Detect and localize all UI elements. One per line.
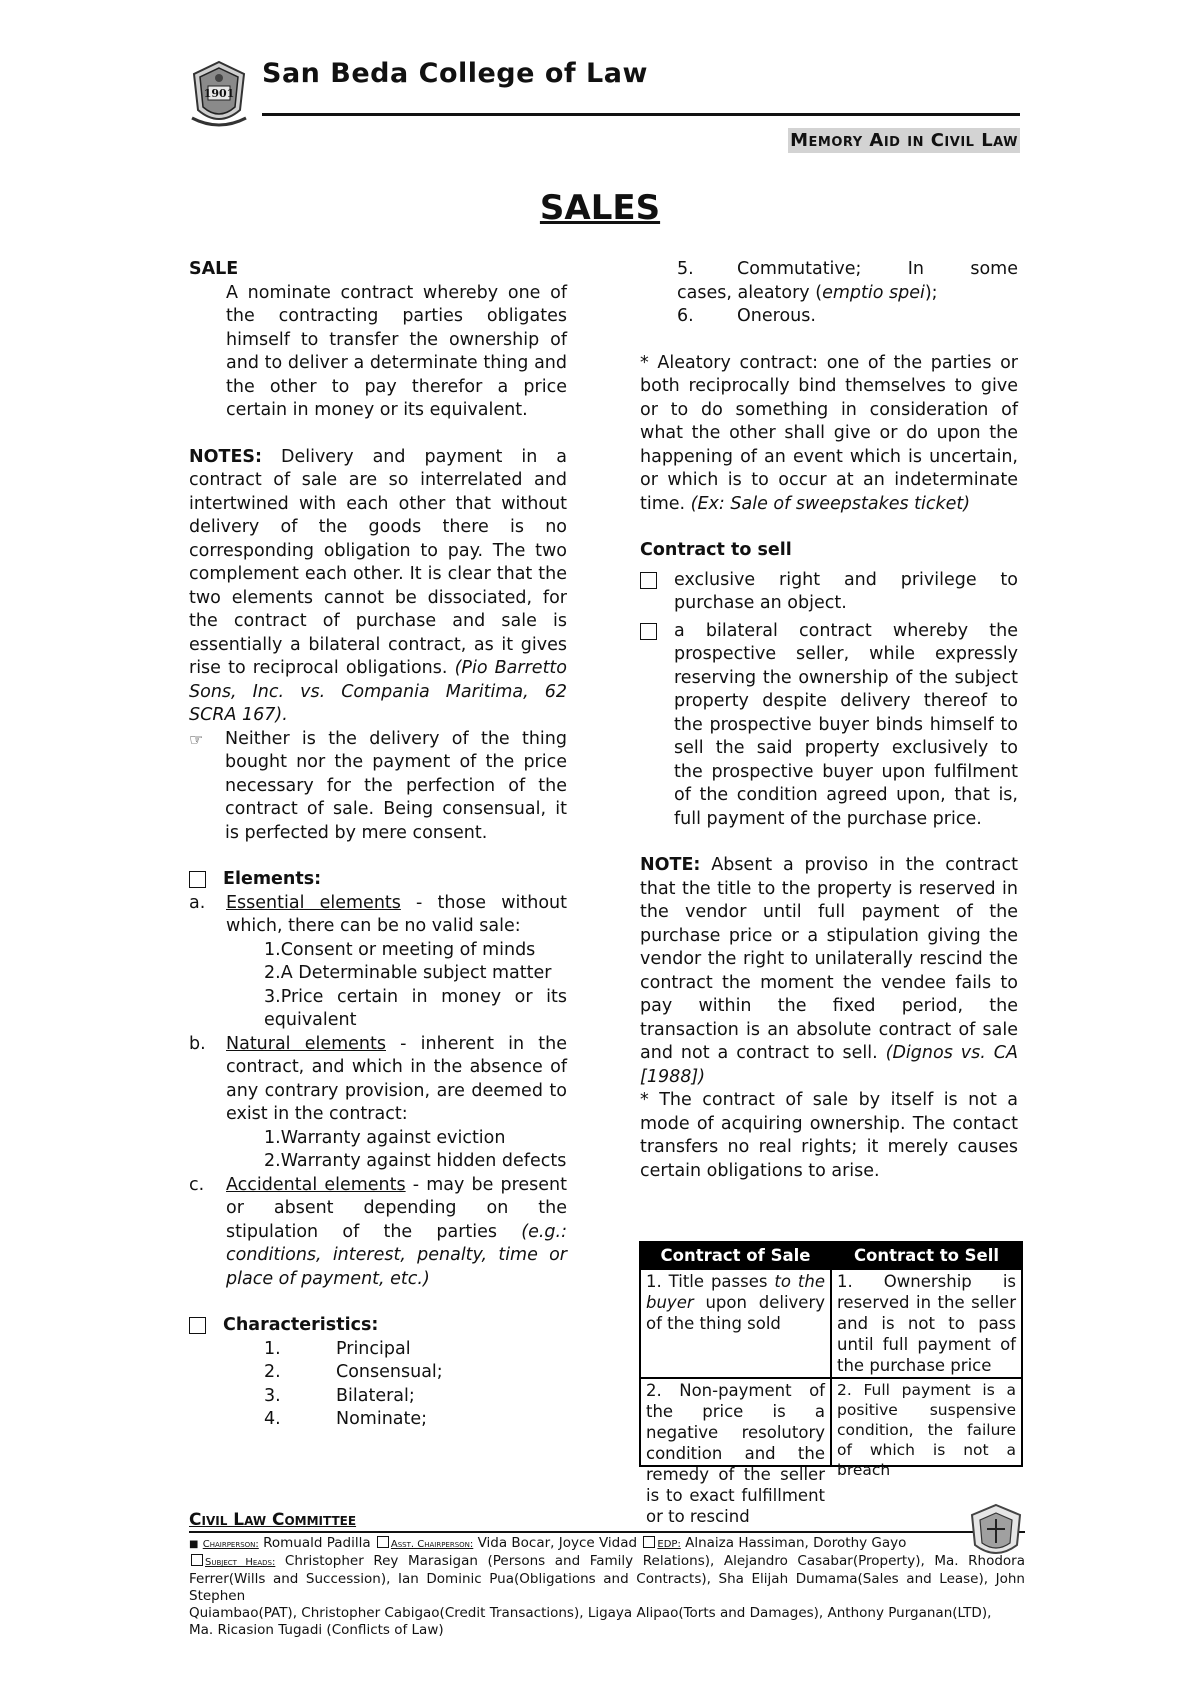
- essential-elements-item: [189, 892, 567, 939]
- mode-of-ownership-note: * The contract of sale by itself is not a mode of acquiring ownership. The contact transfers no real rights; it merely causes certain obligations to arise.: [640, 1090, 1018, 1181]
- notes-label: NOTES:: [189, 446, 263, 467]
- table-cell: 2. Full payment is a positive suspensive condition, the failure of which is not a breach: [831, 1378, 1022, 1466]
- item-letter: b.: [189, 1033, 206, 1054]
- essential-item-1: 1.Consent or meeting of minds: [264, 939, 536, 960]
- svg-text:1901: 1901: [203, 87, 235, 100]
- aleatory-contract-note: * Aleatory contract: one of the parties or both reciprocally bind themselves to give or to do something in consideration of what the other shall give or do upon the happening of an event which is uncertain, or which is to occur at an indeterminate time. (Ex: Sale of sweepstakes ticket): [640, 352, 1018, 514]
- table-cell: 2. Non-payment of the price is a negative resolutory condition and the remedy of the seller is to exact fulfillment or to rescind: [640, 1378, 831, 1466]
- san-beda-seal-logo: [188, 60, 250, 130]
- checkbox-icon: [640, 572, 657, 589]
- notes-text: Delivery and payment in a contract of sale are so interrelated and intertwined with each other that without delivery of the goods there is no corresponding obligation to pay. The two complement each other. It is clear that the two elements cannot be dissociated, for the contract of purchase and sale is essentially a bilateral contract, as it gives rise to reciprocal obligations.: [189, 446, 567, 678]
- credits-line-1: ■ Chairperson: Romuald Padilla Asst. Chairperson: Vida Bocar, Joyce Vidad EDP: Alnaiza Hassiman, Dorothy Gayo: [189, 1535, 907, 1551]
- natural-elements-text: - inherent in the contract, and which in the absence of any contrary provision, are deemed to exist in the contract:: [226, 1033, 567, 1124]
- table-row: [640, 1269, 1022, 1378]
- accidental-elements-text: - may be present or absent depending on the stipulation of the parties: [226, 1174, 567, 1242]
- contract-to-sell-item-2: a bilateral contract whereby the prospective seller, while expressly reserving the ownership of the subject property despite delivery thereof to the prospective buyer binds himself to sell the said property exclusively to the prospective buyer upon fulfilment of the condition agreed upon, that is, full payment of the purchase price.: [640, 620, 1018, 832]
- credits-line-4: Ma. Ricasion Tugadi (Conflicts of Law): [189, 1622, 444, 1638]
- notes-case-citation: (Pio Barretto Sons, Inc. vs. Compania Maritima, 62 SCRA 167).: [189, 658, 567, 725]
- college-name: San Beda College of Law: [262, 58, 648, 89]
- comparison-table: [639, 1241, 1023, 1526]
- natural-item-2: 2.Warranty against hidden defects: [264, 1151, 567, 1171]
- accidental-elements-item: [189, 1174, 567, 1292]
- contract-to-sell-heading: Contract to sell: [640, 540, 792, 560]
- characteristic-item: 1. Principal: [264, 1338, 411, 1359]
- characteristic-item: 3. Bilateral;: [264, 1385, 415, 1406]
- pointing-hand-icon: ☞: [189, 729, 204, 749]
- page-title: SALES: [539, 188, 661, 228]
- essential-item-3: 3.Price certain in money or its equivalent: [264, 986, 567, 1030]
- left-column: [189, 258, 567, 1432]
- notes-paragraph: [189, 446, 567, 728]
- table-header-contract-of-sale: Contract of Sale: [640, 1242, 831, 1269]
- table-header-contract-to-sell: Contract to Sell: [831, 1242, 1022, 1269]
- characteristic-item: 4. Nominate;: [264, 1409, 428, 1429]
- item-letter: c.: [189, 1174, 205, 1195]
- header-divider: [262, 113, 1020, 116]
- essential-elements-text: - those without which, there can be no valid sale:: [226, 892, 567, 936]
- checkbox-icon: [189, 1317, 206, 1334]
- checkbox-icon: [377, 1536, 389, 1548]
- checkbox-icon: [189, 871, 206, 888]
- credits-line-2: Subject Heads: Christopher Rey Marasigan (Persons and Family Relations), Alejandro Casabar(Property), Ma. Rhodora Ferrer(Wills and Succession), Ian Dominic Pua(Obligations and Contracts), Sha Elijah Dumama(Sales and Lease), John Stephen: [189, 1553, 1025, 1604]
- neither-note: [189, 728, 567, 846]
- item-letter: a.: [189, 892, 206, 913]
- neither-text: Neither is the delivery of the thing bought nor the payment of the price necessary for the perfection of the contract of sale. Being consensual, it is perfected by mere consent.: [225, 728, 567, 843]
- sale-definition: A nominate contract whereby one of the contracting parties obligates himself to transfer the ownership of and to deliver a determinate thing and the other to pay therefor a price certain in money or its equivalent.: [226, 282, 567, 420]
- committee-title: Civil Law Committee: [189, 1510, 357, 1530]
- elements-heading-row: [189, 868, 567, 892]
- checkbox-icon: [191, 1554, 203, 1566]
- committee-credits: [189, 1535, 1025, 1639]
- characteristic-item-5: 5. Commutative; In some cases, aleatory (emptio spei);: [677, 259, 1018, 303]
- essential-item-2: 2.A Determinable subject matter: [264, 963, 552, 983]
- table-header-row: [640, 1242, 1022, 1269]
- characteristic-item: 2. Consensual;: [264, 1362, 443, 1382]
- accidental-examples: (e.g.: conditions, interest, penalty, time or place of payment, etc.): [226, 1221, 567, 1289]
- checkbox-icon: [640, 623, 657, 640]
- table-cell: 1. Ownership is reserved in the seller and is not to pass until full payment of the purchase price: [831, 1269, 1022, 1378]
- elements-heading: Elements:: [223, 869, 322, 889]
- contract-to-sell-item-1: exclusive right and privilege to purchase an object.: [640, 569, 1018, 616]
- footer-divider: [189, 1531, 1025, 1533]
- table-cell: 1. Title passes to the buyer upon delivery of the thing sold: [640, 1269, 831, 1378]
- checkbox-icon: [643, 1536, 655, 1548]
- note-paragraph: NOTE: Absent a proviso in the contract that the title to the property is reserved in the vendor until full payment of the purchase price or a stipulation giving the vendor the right to unilaterally rescind the contract the moment the vendee fails to pay within the fixed period, the transaction is an absolute contract of sale and not a contract to sell. (Dignos vs. CA [1988]): [640, 855, 1019, 1087]
- natural-elements-title: Natural elements: [226, 1033, 386, 1054]
- credits-line-3: Quiambao(PAT), Christopher Cabigao(Credit Transactions), Ligaya Alipao(Torts and Damages), Anthony Purganan(LTD),: [189, 1605, 992, 1621]
- table-row: [640, 1378, 1022, 1466]
- natural-elements-item: [189, 1033, 567, 1127]
- right-column: [640, 258, 1018, 1183]
- essential-elements-title: Essential elements: [226, 892, 401, 913]
- accidental-elements-title: Accidental elements: [226, 1174, 406, 1195]
- sale-heading: SALE: [189, 259, 239, 279]
- natural-item-1: 1.Warranty against eviction: [264, 1127, 506, 1148]
- memory-aid-label: Memory Aid in Civil Law: [790, 130, 1018, 151]
- characteristics-heading: Characteristics:: [223, 1315, 379, 1335]
- characteristic-item-6: 6. Onerous.: [677, 306, 816, 326]
- characteristics-heading-row: [189, 1314, 567, 1338]
